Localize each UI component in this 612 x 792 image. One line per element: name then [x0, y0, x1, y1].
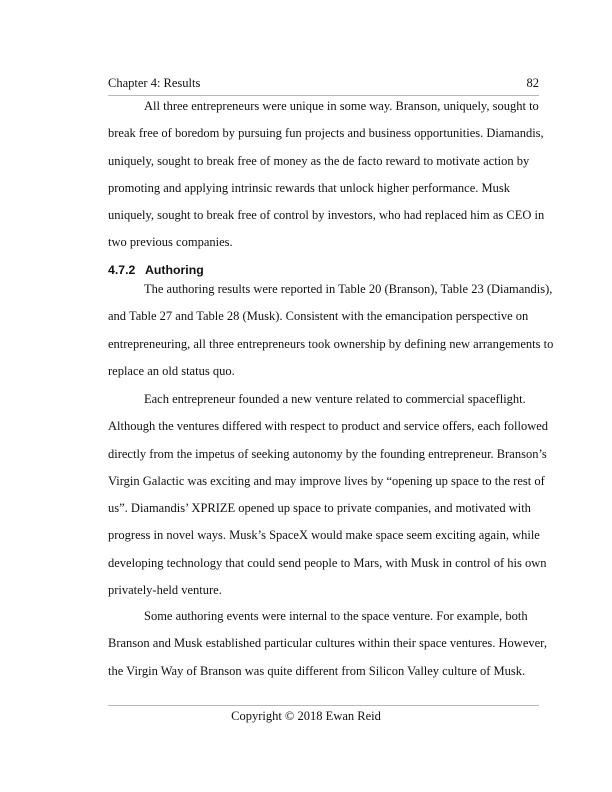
paragraph-authoring-results — [108, 276, 554, 385]
text-line: All three entrepreneurs were unique in some way. Branson, uniquely, sought to — [144, 99, 539, 113]
text-line: Branson and Musk established particular cultures within their space ventures. However, — [108, 636, 547, 651]
text-line: privately-held venture. — [108, 583, 222, 598]
section-heading — [108, 263, 204, 277]
paragraph-unique-entrepreneurs — [108, 93, 548, 257]
paragraph-internal-events — [108, 603, 548, 685]
text-line: two previous companies. — [108, 235, 233, 250]
text-line: uniquely, sought to break free of money as the de facto reward to motivate action by — [108, 153, 530, 168]
text-line: Some authoring events were internal to the space venture. For example, both — [144, 609, 528, 623]
footer-copyright: Copyright © 2018 Ewan Reid — [231, 709, 381, 723]
paragraph-new-ventures — [108, 386, 548, 604]
text-line: directly from the impetus of seeking autonomy by the founding entrepreneur. Branson’s — [108, 446, 547, 461]
text-line: promoting and applying intrinsic rewards that unlock higher performance. Musk — [108, 180, 510, 195]
page-number: 82 — [526, 76, 539, 90]
section-title: Authoring — [145, 263, 204, 277]
text-line: Each entrepreneur founded a new venture related to commercial spaceflight. — [144, 392, 526, 406]
text-line: us”. Diamandis’ XPRIZE opened up space to private companies, and motivated with — [108, 501, 531, 516]
text-line: and Table 27 and Table 28 (Musk). Consistent with the emancipation perspective on — [108, 309, 529, 324]
text-line: progress in novel ways. Musk’s SpaceX would make space seem exciting again, while — [108, 528, 540, 543]
footer-divider — [108, 705, 539, 706]
text-line: replace an old status quo. — [108, 363, 235, 378]
text-line: entrepreneuring, all three entrepreneurs took ownership by defining new arrangements to — [108, 336, 554, 351]
text-line: break free of boredom by pursuing fun projects and business opportunities. Diamandis, — [108, 126, 544, 141]
text-line: developing technology that could send people to Mars, with Musk in control of his own — [108, 555, 547, 570]
text-line: the Virgin Way of Branson was quite different from Silicon Valley culture of Musk. — [108, 663, 526, 678]
running-header-chapter: Chapter 4: Results — [108, 76, 201, 90]
text-line: Virgin Galactic was exciting and may improve lives by “opening up space to the rest of — [108, 473, 545, 488]
text-line: The authoring results were reported in Table 20 (Branson), Table 23 (Diamandis), — [144, 282, 553, 296]
text-line: uniquely, sought to break free of control by investors, who had replaced him as CEO in — [108, 208, 545, 223]
text-line: Although the ventures differed with respect to product and service offers, each followed — [108, 419, 549, 434]
section-number: 4.7.2 — [108, 263, 136, 277]
